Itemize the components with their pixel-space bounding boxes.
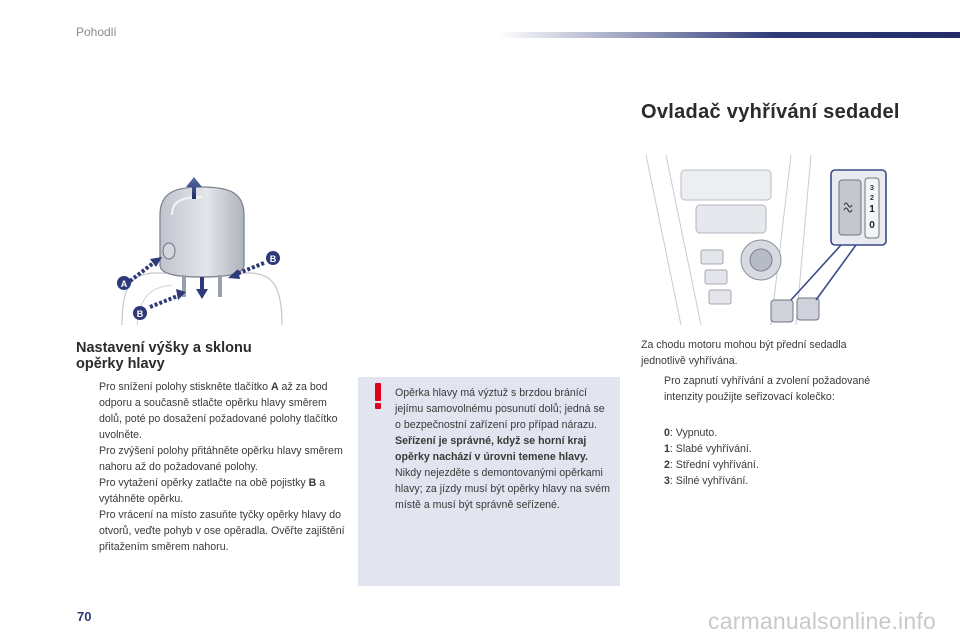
heating-level: 1: Slabé vyhřívání. [664, 443, 752, 455]
seat-heating-console-illustration [641, 150, 891, 325]
list-item: Pro zapnutí vyhřívání a zvolení požadované intenzity použijte seřizovací kolečko: [664, 375, 871, 403]
exclamation-icon [371, 383, 385, 409]
heating-levels [664, 425, 759, 489]
seat-heating-heading: Ovladač vyhřívání sedadel [641, 101, 900, 123]
label-b-lower: B [136, 309, 144, 319]
heating-level: 3: Silné vyhřívání. [664, 475, 749, 487]
dial-label: 0 [869, 220, 875, 231]
heating-level: 0: Vypnuto. [664, 427, 718, 439]
label-b-upper: B [269, 254, 277, 264]
section-label: Pohodlí [76, 25, 117, 39]
watermark[interactable]: carmanualsonline.info [708, 608, 936, 634]
warning-text: Opěrka hlavy má výztuž s brzdou bránící jejímu samovolnému posunutí dolů; jedná se o bezpečnostní zařízení pro případ nárazu. Seřízení je správné, když se horní kraj opěrky nachází v úrovni temene hlavy. Nikdy nejezděte s demontovanými opěrkami hlavy; za jízdy musí být opěrky hlavy na svém místě a musí být správně seřízené. [395, 387, 610, 511]
dial-label: 3 [870, 185, 874, 192]
headrest-illustration [112, 165, 292, 325]
seat-heating-instructions [641, 373, 901, 405]
warning-box [358, 377, 620, 586]
label-a: A [120, 279, 128, 289]
page-number: 70 [77, 609, 92, 624]
list-item: Pro zvýšení polohy přitáhněte opěrku hlavy směrem nahoru až do požadované polohy. [99, 445, 343, 473]
list-item: Pro vrácení na místo zasuňte tyčky opěrky hlavy do otvorů, veďte pohyb v ose opěradla. Ověřte zajištění přitažením směrem nahoru. [99, 509, 345, 553]
seat-heating-intro: Za chodu motoru mohou být přední sedadla jednotlivě vyhřívána. [641, 339, 847, 367]
heating-level: 2: Střední vyhřívání. [664, 459, 759, 471]
list-item: Pro snížení polohy stiskněte tlačítko A až za bod odporu a současně stlačte opěrku hlavy směrem dolů, poté po dosažení požadované polohy tlačítko uvolněte. [99, 381, 338, 441]
headrest-instructions [76, 379, 346, 555]
headrest-heading: Nastavení výšky a sklonu opěrky hlavy [76, 340, 252, 372]
list-item: Pro vytažení opěrky zatlačte na obě pojistky B a vytáhněte opěrku. [99, 477, 326, 505]
dial-label: 2 [870, 195, 874, 202]
dial-label: 1 [869, 204, 875, 215]
header-bar [498, 32, 960, 38]
